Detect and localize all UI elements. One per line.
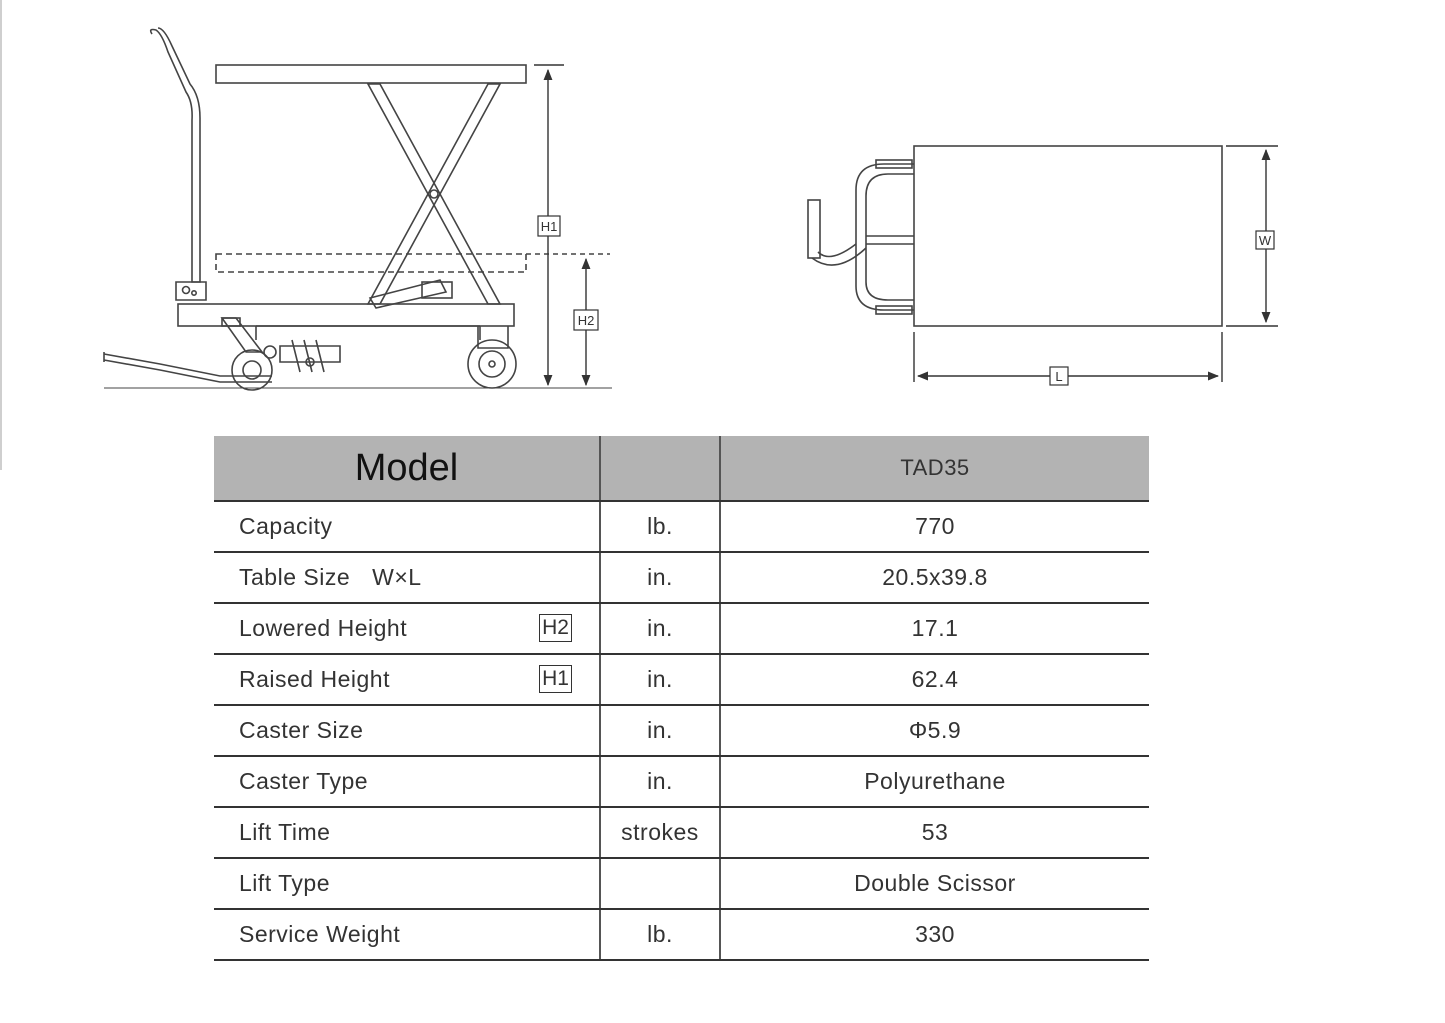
spec-dimension-tag: H2 bbox=[539, 614, 572, 642]
top-view bbox=[808, 146, 1222, 326]
lift-table-drawing bbox=[0, 0, 1445, 430]
l-dimension-label bbox=[1050, 367, 1068, 385]
spec-name: Caster Size bbox=[239, 717, 364, 743]
spec-name-cell bbox=[214, 909, 600, 960]
spec-name-cell bbox=[214, 501, 600, 552]
spec-value: 17.1 bbox=[720, 603, 1149, 654]
spec-name-cell bbox=[214, 756, 600, 807]
spec-row bbox=[214, 603, 1149, 654]
spec-row bbox=[214, 501, 1149, 552]
spec-row bbox=[214, 858, 1149, 909]
header-unit bbox=[600, 436, 720, 501]
spec-value: 330 bbox=[720, 909, 1149, 960]
spec-name: Lowered Height bbox=[239, 615, 408, 641]
spec-name: Lift Type bbox=[239, 870, 331, 896]
spec-value: 62.4 bbox=[720, 654, 1149, 705]
spec-value: Polyurethane bbox=[720, 756, 1149, 807]
spec-unit bbox=[600, 858, 720, 909]
spec-name-sub: W×L bbox=[372, 564, 422, 590]
spec-value: Φ5.9 bbox=[720, 705, 1149, 756]
spec-name-cell bbox=[214, 705, 600, 756]
spec-row bbox=[214, 552, 1149, 603]
spec-name-cell bbox=[214, 858, 600, 909]
spec-value: 770 bbox=[720, 501, 1149, 552]
spec-unit: lb. bbox=[600, 501, 720, 552]
spec-unit: in. bbox=[600, 705, 720, 756]
spec-name-cell bbox=[214, 603, 600, 654]
spec-name: Caster Type bbox=[239, 768, 369, 794]
spec-row bbox=[214, 909, 1149, 960]
h1-label: H1 bbox=[540, 219, 558, 234]
l-label: L bbox=[1055, 369, 1063, 384]
spec-row bbox=[214, 654, 1149, 705]
h1-dimension-label bbox=[538, 216, 560, 236]
spec-unit: lb. bbox=[600, 909, 720, 960]
spec-table bbox=[214, 436, 1149, 961]
spec-table-header bbox=[214, 436, 1149, 501]
spec-value: 20.5x39.8 bbox=[720, 552, 1149, 603]
header-model-value: TAD35 bbox=[720, 436, 1149, 501]
h2-label: H2 bbox=[577, 313, 595, 328]
w-dimension-label bbox=[1256, 231, 1274, 249]
header-model: Model bbox=[214, 436, 600, 501]
spec-value: Double Scissor bbox=[720, 858, 1149, 909]
spec-unit: in. bbox=[600, 756, 720, 807]
spec-name-cell bbox=[214, 654, 600, 705]
spec-row bbox=[214, 756, 1149, 807]
side-view bbox=[104, 28, 612, 390]
spec-name-cell bbox=[214, 552, 600, 603]
w-label: W bbox=[1258, 233, 1272, 248]
spec-row bbox=[214, 807, 1149, 858]
spec-unit: in. bbox=[600, 603, 720, 654]
spec-name: Lift Time bbox=[239, 819, 331, 845]
spec-name: Service Weight bbox=[239, 921, 401, 947]
spec-unit: in. bbox=[600, 552, 720, 603]
spec-unit: strokes bbox=[600, 807, 720, 858]
spec-unit: in. bbox=[600, 654, 720, 705]
spec-name: Table Size bbox=[239, 564, 351, 590]
h2-dimension-label bbox=[574, 310, 598, 330]
spec-name: Raised Height bbox=[239, 666, 390, 692]
spec-name-cell bbox=[214, 807, 600, 858]
spec-value: 53 bbox=[720, 807, 1149, 858]
spec-name: Capacity bbox=[239, 513, 333, 539]
spec-dimension-tag: H1 bbox=[539, 665, 572, 693]
spec-row bbox=[214, 705, 1149, 756]
